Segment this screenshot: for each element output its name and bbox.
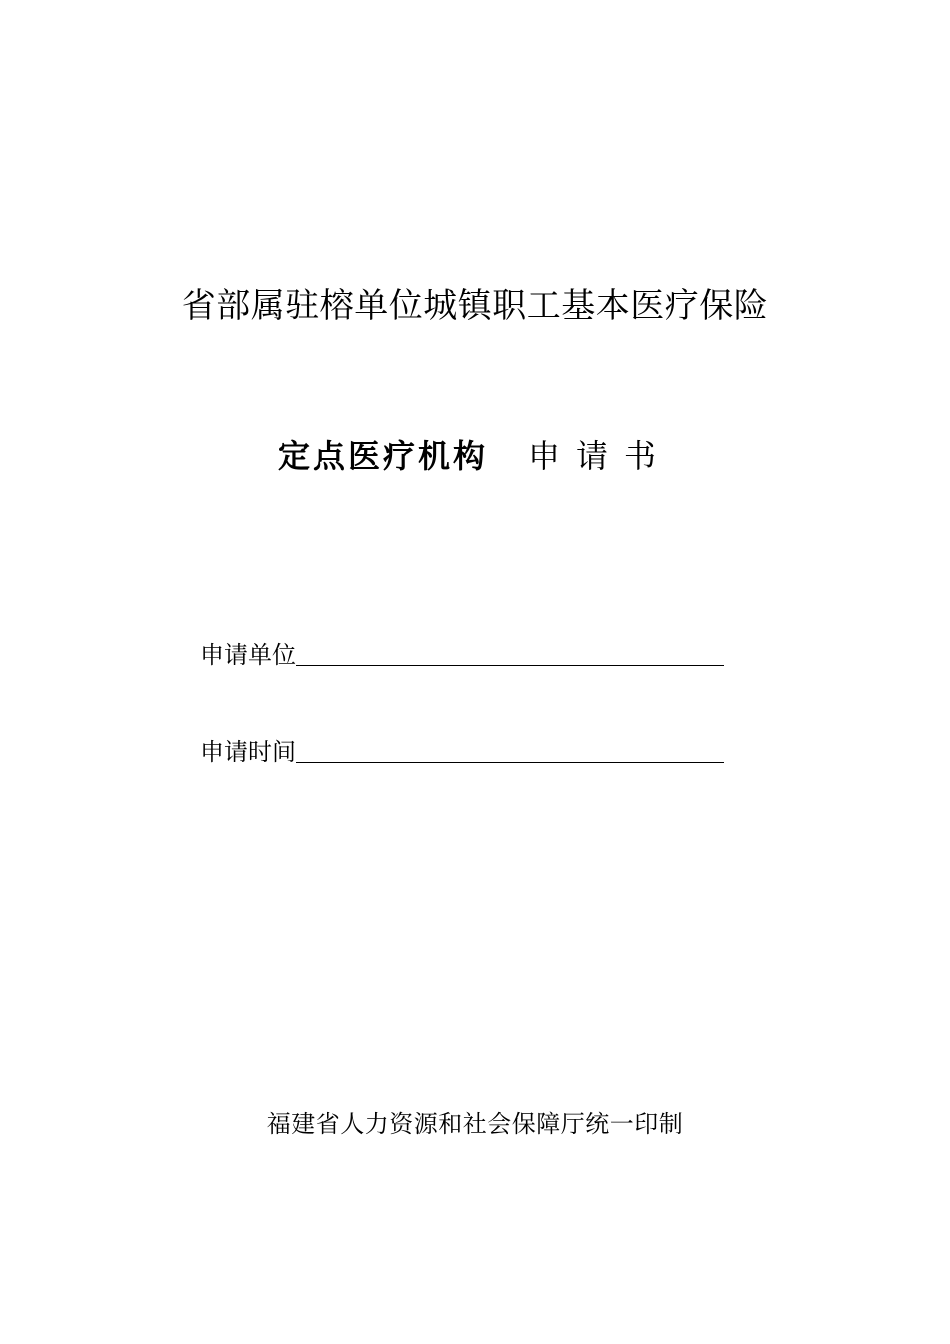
applicant-unit-label: 申请单位 (200, 641, 296, 669)
document-title: 省部属驻榕单位城镇职工基本医疗保险 (181, 286, 769, 326)
application-date-blank-line[interactable] (296, 732, 724, 763)
subtitle-suffix-text: 申请书 (528, 437, 673, 475)
application-date-label: 申请时间 (200, 738, 296, 766)
subtitle-main-text: 定点医疗机构 (277, 437, 488, 475)
issuer-footer: 福建省人力资源和社会保障厅统一印制 (266, 1110, 684, 1138)
document-subtitle (0, 432, 950, 480)
applicant-unit-field (200, 632, 724, 672)
applicant-unit-blank-line[interactable] (296, 635, 724, 666)
application-date-field (200, 729, 724, 769)
